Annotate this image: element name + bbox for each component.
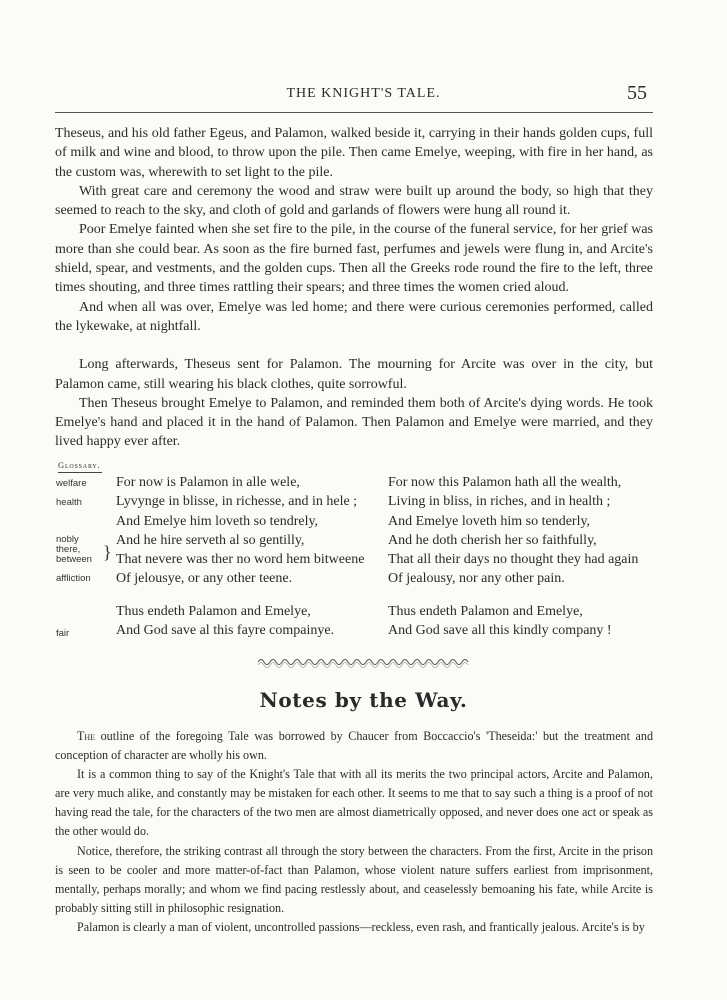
notes-heading: Notes by the Way.: [259, 688, 468, 712]
verse-line: For now is Palamon in alle wele,: [116, 475, 300, 490]
verse-ending-modern-english: [388, 602, 612, 641]
verse-line: And God save all this kindly company !: [388, 623, 612, 639]
verse-line: For now this Palamon hath all the wealth,: [388, 475, 622, 490]
narrative-text: [55, 124, 653, 452]
verse-line: That nevere was ther no word hem bitweene: [116, 552, 365, 568]
note-lead-word: The: [77, 729, 96, 743]
verse-middle-english: [116, 473, 364, 589]
paragraph-5: Long afterwards, Theseus sent for Palamon. The mourning for Arcite was over in the city, but Palamon came, still wearing his black clothes, quite sorrowful.: [55, 357, 653, 392]
verse-line: And he doth cherish her so faithfully,: [388, 532, 597, 548]
note-paragraph-1: [55, 727, 653, 765]
running-head: [0, 78, 727, 108]
note-paragraph-2: It is a common thing to say of the Knight's Tale that with all its merits the two principal actors, Arcite and Palamon, are very much alike, and constantly may be mistaken for each other. It seems to me that to say such a thing is a proof of not having read the tale, for the characters of the two men are almost diametrically opposed, and never does one act or speak as the other would do.: [55, 767, 653, 839]
verse-line: Thus endeth Palamon and Emelye,: [116, 604, 311, 619]
verse-line: And Emelye loveth him so tenderly,: [388, 513, 591, 529]
verse-line: Of jelousye, or any other teene.: [116, 571, 293, 587]
header-rule: [55, 112, 653, 113]
note-paragraph-4: Palamon is clearly a man of violent, uncontrolled passions—reckless, even rash, and frantically jealous. Arcite's is by: [77, 919, 645, 934]
running-title: THE KNIGHT'S TALE.: [286, 86, 441, 101]
gloss-health: health: [56, 497, 82, 508]
verse-line: That all their days no thought they had again: [388, 552, 639, 568]
gloss-there-between: [56, 545, 92, 565]
paragraph-3: Poor Emelye fainted when she set fire to the pile, in the course of the funeral service, for her grief was more than she could bear. As soon as the fire burned fast, perfumes and jewels were flung in, and Arcite's shield, spear, and vestments, and the golden cups. Then all the Greeks rode round the fire to the left, three times shouting, and three times rattling their spears; and three times the women cried aloud.: [55, 222, 653, 296]
gloss-affliction: affliction: [56, 573, 91, 584]
notes-text: [55, 727, 653, 937]
gloss-nobly: nobly: [56, 534, 79, 545]
paragraph-6: Then Theseus brought Emelye to Palamon, and reminded them both of Arcite's dying words. He took Emelye's hand and placed it in the hand of Palamon. Then Palamon and Emelye were married, and they lived happy ever after.: [55, 395, 653, 450]
verse-line: Thus endeth Palamon and Emelye,: [388, 604, 583, 619]
page-number: 55: [627, 82, 647, 104]
gloss-between: between: [56, 554, 92, 565]
gloss-welfare: welfare: [56, 478, 87, 489]
verse-line: Lyvynge in blisse, in richesse, and in hele ;: [116, 494, 358, 510]
gloss-fair: fair: [56, 628, 70, 639]
paragraph-1: Theseus, and his old father Egeus, and Palamon, walked beside it, carrying in their hands golden cups, full of milk and wine and blood, to throw upon the pile. Then came Emelye, weeping, with fire in her hand, as the custom was, wherewith to set light to the pile.: [55, 126, 653, 180]
verse-line: And Emelye him loveth so tendrely,: [116, 513, 319, 529]
verse-line: Living in bliss, in riches, and in health ;: [388, 494, 611, 510]
note-paragraph-1-text: outline of the foregoing Tale was borrowed by Chaucer from Boccaccio's 'Theseida:' but the treatment and conception of character are wholly his own.: [55, 729, 653, 763]
paragraph-4: And when all was over, Emelye was led home; and there were curious ceremonies performed, called the lykewake, at nightfall.: [55, 299, 653, 334]
verse-ending-middle-english: [116, 602, 334, 641]
wave-ornament: [258, 655, 470, 669]
gloss-there: there,: [56, 544, 81, 555]
brace-mark: }: [103, 542, 112, 562]
verse-modern-english: [388, 473, 638, 589]
verse-line: And God save al this fayre compainye.: [116, 623, 335, 639]
verse-line: Of jealousy, nor any other pain.: [388, 571, 565, 587]
verse-line: And he hire serveth al so gentilly,: [116, 532, 305, 548]
note-paragraph-3: Notice, therefore, the striking contrast all through the story between the characters. From the first, Arcite in the prison is seen to be cooler and more matter-of-fact than Palamon, whose violent nature suffers earliest from imprisonment, mentally, perhaps morally; and whom we find pacing restlessly about, and ceaselessly bemoaning his fate, while Arcite is probably sitting still in philosophic resignation.: [55, 843, 653, 915]
paragraph-2: With great care and ceremony the wood and straw were built up around the body, so high that they seemed to reach to the sky, and cloth of gold and garlands of flowers were hung all round it.: [55, 183, 653, 219]
glossary-label: Glossary.: [58, 460, 101, 470]
